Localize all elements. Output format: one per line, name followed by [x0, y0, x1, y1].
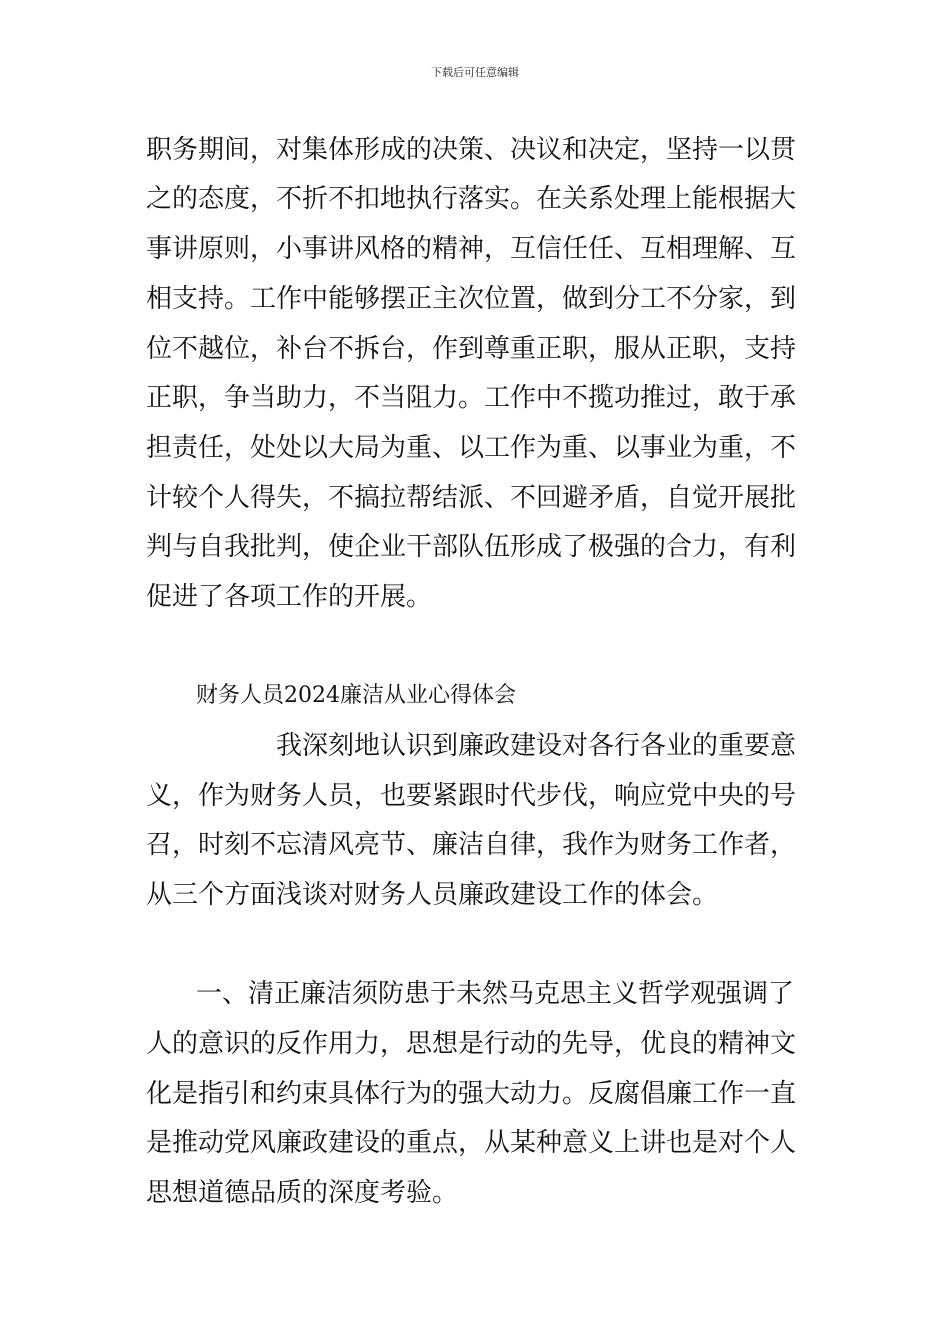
paragraph-1-line-2: 之的态度，不折不扣地执行落实。在关系处理上能根据大	[146, 184, 797, 214]
paragraph-2-line-1: 我深刻地认识到廉政建设对各行各业的重要意	[276, 731, 797, 761]
paragraph-2-line-3: 召，时刻不忘清风亮节、廉洁自律，我作为财务工作者，	[146, 830, 797, 860]
paragraph-3-line-4: 是推动党风廉政建设的重点，从某种意义上讲也是对个人	[146, 1128, 797, 1158]
paragraph-1-line-3: 事讲原则，小事讲风格的精神，互信任任、互相理解、互	[146, 234, 797, 264]
paragraph-1-line-1: 职务期间，对集体形成的决策、决议和决定，坚持一以贯	[146, 135, 797, 165]
paragraph-1-line-10: 促进了各项工作的开展。	[146, 582, 433, 612]
paragraph-2-line-2: 义，作为财务人员，也要紧跟时代步伐，响应党中央的号	[146, 781, 797, 811]
paragraph-1-line-4: 相支持。工作中能够摆正主次位置，做到分工不分家，到	[146, 284, 797, 314]
paragraph-1-line-7: 担责任，处处以大局为重、以工作为重、以事业为重，不	[146, 433, 797, 463]
paragraph-1-line-6: 正职，争当助力，不当阻力。工作中不揽功推过，敢于承	[146, 383, 797, 413]
paragraph-3-line-3: 化是指引和约束具体行为的强大动力。反腐倡廉工作一直	[146, 1079, 797, 1109]
paragraph-3-line-1: 一、清正廉洁须防患于未然马克思主义哲学观强调了	[196, 979, 795, 1009]
paragraph-1-line-5: 位不越位，补台不拆台，作到尊重正职，服从正职，支持	[146, 334, 797, 364]
paragraph-3-line-5: 思想道德品质的深度考验。	[146, 1178, 459, 1208]
paragraph-1-line-8: 计较个人得失，不搞拉帮结派、不回避矛盾，自觉开展批	[146, 483, 797, 513]
paragraph-2-line-4: 从三个方面浅谈对财务人员廉政建设工作的体会。	[146, 880, 719, 910]
section-heading: 财务人员2024廉洁从业心得体会	[196, 683, 516, 708]
paragraph-3-line-2: 人的意识的反作用力，思想是行动的先导，优良的精神文	[146, 1029, 797, 1059]
paragraph-1-line-9: 判与自我批判，使企业干部队伍形成了极强的合力，有利	[146, 532, 797, 562]
page-header: 下载后可任意编辑	[431, 66, 519, 79]
